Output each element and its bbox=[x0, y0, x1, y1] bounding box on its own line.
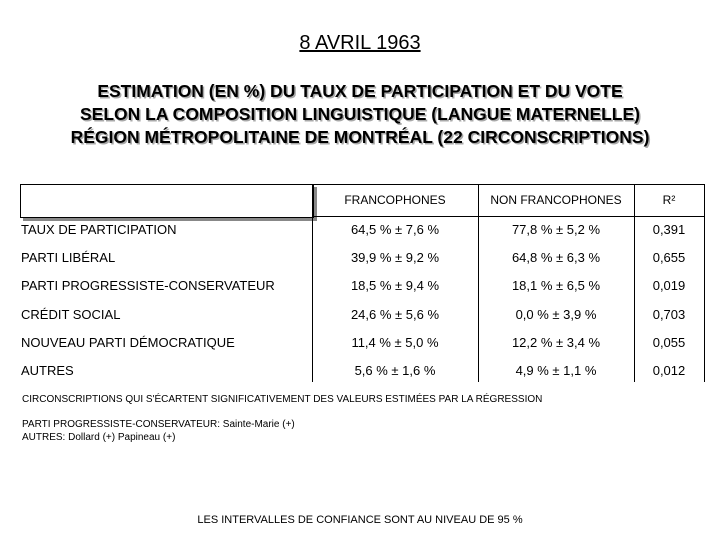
row-label: AUTRES bbox=[21, 363, 74, 378]
grid-line bbox=[312, 216, 705, 217]
col-header-francophones: FRANCOPHONES bbox=[344, 193, 446, 207]
footer-note: LES INTERVALLES DE CONFIANCE SONT AU NIVEAU DE 95 % bbox=[197, 514, 523, 526]
cell-francophones: 11,4 % ± 5,0 % bbox=[351, 335, 439, 350]
cell-non-francophones: 12,2 % ± 3,4 % bbox=[511, 335, 601, 350]
notes-line-1: PARTI PROGRESSISTE-CONSERVATEUR: Sainte-Marie (+) bbox=[22, 419, 295, 430]
heading-line-1: ESTIMATION (EN %) DU TAUX DE PARTICIPATION ET DU VOTE bbox=[97, 81, 623, 101]
row-label: CRÉDIT SOCIAL bbox=[21, 307, 121, 322]
main-heading bbox=[0, 80, 720, 149]
cell-non-francophones: 64,8 % ± 6,3 % bbox=[511, 250, 601, 265]
cell-francophones: 39,9 % ± 9,2 % bbox=[350, 250, 440, 265]
notes-title: CIRCONSCRIPTIONS QUI S'ÉCARTENT SIGNIFICATIVEMENT DES VALEURS ESTIMÉES PAR LA RÉGRESSION bbox=[22, 394, 543, 405]
row-label: TAUX DE PARTICIPATION bbox=[21, 222, 177, 237]
cell-non-francophones: 77,8 % ± 5,2 % bbox=[511, 222, 601, 237]
cell-non-francophones: 4,9 % ± 1,1 % bbox=[515, 363, 597, 378]
row-label: NOUVEAU PARTI DÉMOCRATIQUE bbox=[21, 335, 235, 350]
grid-line bbox=[704, 184, 705, 382]
col-header-r2: R² bbox=[662, 193, 676, 207]
grid-line bbox=[312, 184, 705, 185]
cell-francophones: 24,6 % ± 5,6 % bbox=[350, 307, 440, 322]
cell-r2: 0,391 bbox=[652, 222, 686, 237]
cell-r2: 0,055 bbox=[652, 335, 686, 350]
date-title: 8 AVRIL 1963 bbox=[299, 32, 421, 54]
cell-francophones: 5,6 % ± 1,6 % bbox=[354, 363, 436, 378]
cell-r2: 0,019 bbox=[652, 278, 686, 293]
cell-non-francophones: 18,1 % ± 6,5 % bbox=[511, 278, 601, 293]
notes-line-2: AUTRES: Dollard (+) Papineau (+) bbox=[22, 432, 176, 443]
heading-line-2: SELON LA COMPOSITION LINGUISTIQUE (LANGUE MATERNELLE) bbox=[80, 104, 640, 124]
col-header-non-francophones: NON FRANCOPHONES bbox=[490, 193, 622, 207]
heading-line-3: RÉGION MÉTROPOLITAINE DE MONTRÉAL (22 CIRCONSCRIPTIONS) bbox=[70, 127, 650, 147]
row-label: PARTI LIBÉRAL bbox=[21, 250, 116, 265]
cell-francophones: 64,5 % ± 7,6 % bbox=[350, 222, 440, 237]
cell-r2: 0,012 bbox=[652, 363, 686, 378]
row-label: PARTI PROGRESSISTE-CONSERVATEUR bbox=[21, 278, 275, 293]
cell-francophones: 18,5 % ± 9,4 % bbox=[350, 278, 440, 293]
cell-r2: 0,655 bbox=[652, 250, 686, 265]
table-corner-box bbox=[20, 184, 314, 218]
cell-non-francophones: 0,0 % ± 3,9 % bbox=[515, 307, 597, 322]
cell-r2: 0,703 bbox=[652, 307, 686, 322]
